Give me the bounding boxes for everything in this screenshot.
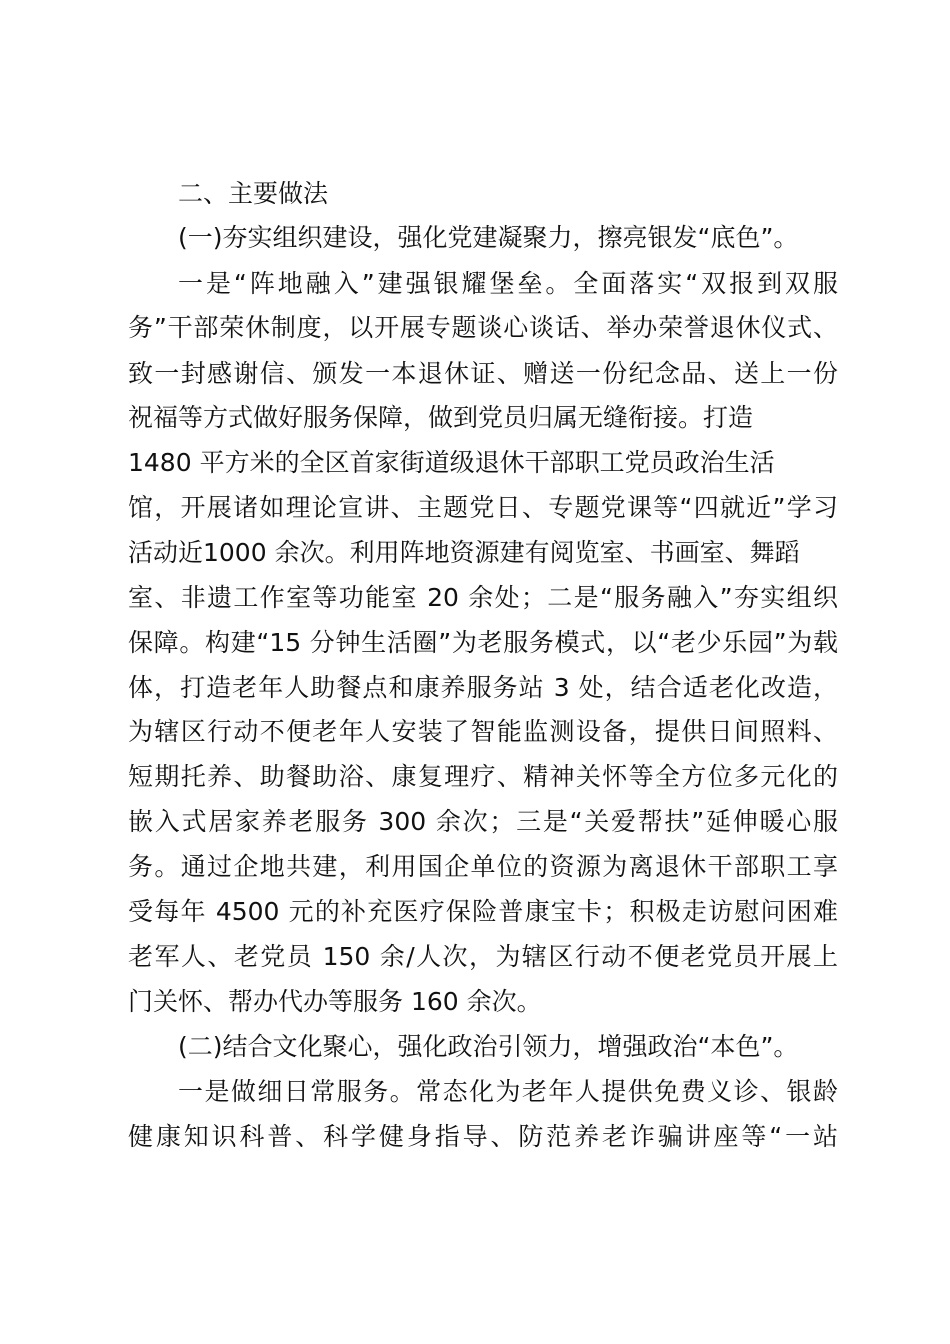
- paragraph-line: 嵌入式居家养老服务 300 余次；三是“关爱帮扶”延伸暖心服: [128, 807, 838, 836]
- paragraph-line: 室、非遗工作室等功能室 20 余处；二是“服务融入”夯实组织: [128, 583, 838, 612]
- paragraph-line: 一是“阵地融入”建强银耀堡垒。全面落实“双报到双服: [178, 269, 838, 298]
- paragraph-line: 健康知识科普、科学健身指导、防范养老诈骗讲座等“一站: [128, 1122, 838, 1151]
- subsection-heading: (一)夯实组织建设，强化党建凝聚力，擦亮银发“底色”。: [178, 223, 799, 252]
- paragraph-line: 门关怀、帮办代办等服务 160 余次。: [128, 987, 542, 1016]
- paragraph-line: 活动近1000 余次。利用阵地资源建有阅览室、书画室、舞蹈: [128, 538, 800, 567]
- paragraph-line: 为辖区行动不便老年人安装了智能监测设备，提供日间照料、: [128, 717, 838, 746]
- paragraph-line: 致一封感谢信、颁发一本退休证、赠送一份纪念品、送上一份: [128, 359, 838, 388]
- paragraph-line: 一是做细日常服务。常态化为老年人提供免费义诊、银龄: [178, 1077, 838, 1106]
- paragraph-line: 体，打造老年人助餐点和康养服务站 3 处，结合适老化改造，: [128, 673, 838, 702]
- paragraph-line: 务。通过企地共建，利用国企单位的资源为离退休干部职工享: [128, 852, 838, 881]
- paragraph-line: 务”干部荣休制度，以开展专题谈心谈话、举办荣誉退休仪式、: [128, 313, 838, 342]
- paragraph-line: 1480 平方米的全区首家街道级退休干部职工党员政治生活: [128, 448, 775, 477]
- subsection-heading: (二)结合文化聚心，强化政治引领力，增强政治“本色”。: [178, 1032, 799, 1061]
- paragraph-line: 祝福等方式做好服务保障，做到党员归属无缝衔接。打造: [128, 403, 754, 432]
- paragraph-line: 老军人、老党员 150 余/人次，为辖区行动不便老党员开展上: [128, 942, 838, 971]
- section-heading: 二、主要做法: [178, 179, 329, 208]
- paragraph-line: 馆，开展诸如理论宣讲、主题党日、专题党课等“四就近”学习: [128, 493, 838, 522]
- paragraph-line: 保障。构建“15 分钟生活圈”为老服务模式，以“老少乐园”为载: [128, 628, 838, 657]
- paragraph-line: 短期托养、助餐助浴、康复理疗、精神关怀等全方位多元化的: [128, 762, 838, 791]
- paragraph-line: 受每年 4500 元的补充医疗保险普康宝卡；积极走访慰问困难: [128, 897, 838, 926]
